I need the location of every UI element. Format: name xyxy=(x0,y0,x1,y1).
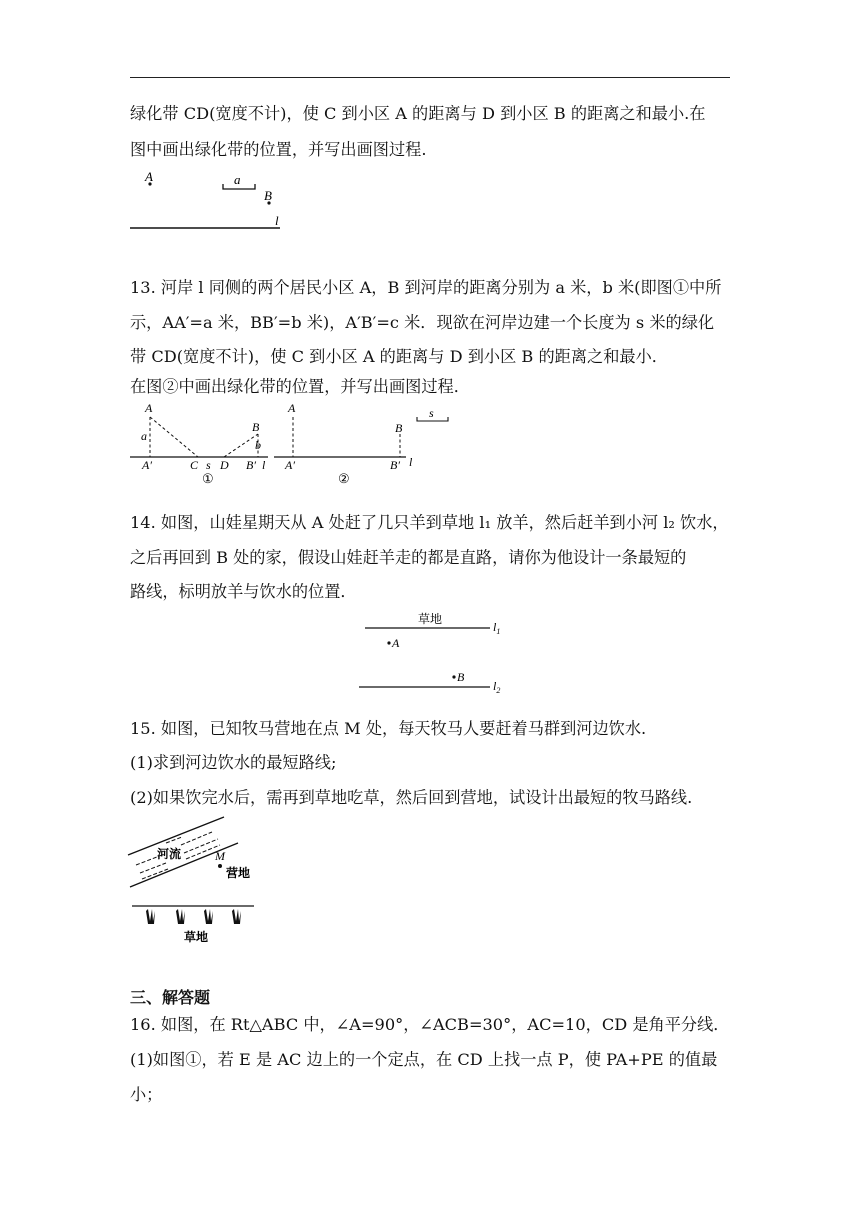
q13-figures xyxy=(128,398,458,488)
q13-text-line3: 带 CD(宽度不计)，使 C 到小区 A 的距离与 D 到小区 B 的距离之和最小． xyxy=(130,347,668,366)
grassland-label: 草地 xyxy=(184,930,209,944)
q13-text-line4: 在图②中画出绿化带的位置，并写出画图过程． xyxy=(130,377,470,396)
point-a-dot xyxy=(387,641,390,644)
river-label: 河流 xyxy=(157,847,182,861)
q15-text-line3: (2)如果饮完水后，需再到草地吃草，然后回到营地，试设计出最短的牧马路线. xyxy=(130,788,693,807)
fig2-label-a: A xyxy=(288,401,296,415)
label-m: M xyxy=(215,849,225,863)
fig1-label-l: l xyxy=(262,458,266,472)
fig1-number: ① xyxy=(202,471,214,486)
fig2-label-a-prime: A′ xyxy=(285,458,295,472)
q13-text-line2: 示，AA′=a 米，BB′=b 米)，A′B′=c 米．现欲在河岸边建一个长度为 s 米的绿化 xyxy=(130,313,715,332)
fig1-label-d: D xyxy=(220,458,229,472)
q14-figure xyxy=(355,606,515,698)
fig1-label-b: B xyxy=(252,420,260,434)
fig2-label-b: B xyxy=(395,421,403,435)
q15-figure xyxy=(126,815,266,950)
fig1-segment-ac xyxy=(150,417,198,457)
q14-text-line1: 14. 如图，山娃星期天从 A 处赶了几只羊到草地 l₁ 放羊，然后赶羊到小河 l₂ 饮水， xyxy=(130,513,729,532)
q16-text-line3: 小； xyxy=(130,1085,163,1104)
fig1-label-c: C xyxy=(190,458,199,472)
fig1-label-a-prime: A′ xyxy=(142,458,152,472)
fig2-label-s: s xyxy=(429,406,434,420)
fig1-label-length-b: b xyxy=(255,438,261,452)
q12-text-line2: 图中画出绿化带的位置，并写出画图过程. xyxy=(130,140,427,159)
q15-text-line2: (1)求到河边饮水的最短路线; xyxy=(130,753,337,772)
fig2-label-l: l xyxy=(409,455,413,469)
fig1-label-length-a: a xyxy=(141,429,147,443)
section-heading-answer-questions: 三、解答题 xyxy=(130,988,211,1007)
label-length-a: a xyxy=(234,172,241,187)
fig2-number: ② xyxy=(338,471,350,486)
q12-text-line1: 绿化带 CD(宽度不计)，使 C 到小区 A 的距离与 D 到小区 B 的距离之和最小.在 xyxy=(130,104,706,123)
q14-text-line2: 之后再回到 B 处的家，假设山娃赶羊走的都是直路，请你为他设计一条最短的 xyxy=(130,548,687,567)
label-b: B xyxy=(264,188,272,203)
label-a: A xyxy=(392,636,400,650)
fig1-segment-db xyxy=(224,434,258,457)
fig1-label-b-prime: B′ xyxy=(246,458,256,472)
point-b-dot xyxy=(452,675,455,678)
q13-text-line1: 13. 河岸 l 同侧的两个居民小区 A，B 到河岸的距离分别为 a 米，b 米(即图①中所 xyxy=(130,278,722,297)
label-l2: $l_2$ xyxy=(493,679,501,695)
header-rule xyxy=(130,77,730,78)
label-a: A xyxy=(145,169,153,184)
camp-point-m xyxy=(218,864,222,868)
fig1-label-s: s xyxy=(206,458,211,472)
fig2-label-b-prime: B′ xyxy=(390,458,400,472)
q16-text-line2: (1)如图①，若 E 是 AC 边上的一个定点，在 CD 上找一点 P，使 PA+PE 的值最 xyxy=(130,1050,718,1069)
q16-text-line1: 16. 如图，在 Rt△ABC 中，∠A=90°，∠ACB=30°，AC=10，CD 是角平分线． xyxy=(130,1015,730,1034)
camp-label: 营地 xyxy=(226,866,251,880)
grass-tufts xyxy=(146,909,241,924)
fig1-label-a: A xyxy=(145,401,153,415)
q14-text-line3: 路线，标明放羊与饮水的位置． xyxy=(130,582,357,601)
grassland-label: 草地 xyxy=(418,612,443,626)
q15-text-line1: 15. 如图，已知牧马营地在点 M 处，每天牧马人要赶着马群到河边饮水. xyxy=(130,719,647,738)
q12-figure xyxy=(128,168,298,234)
label-b: B xyxy=(457,670,465,684)
label-l: l xyxy=(275,213,279,228)
label-l1: $l_1$ xyxy=(493,620,501,636)
